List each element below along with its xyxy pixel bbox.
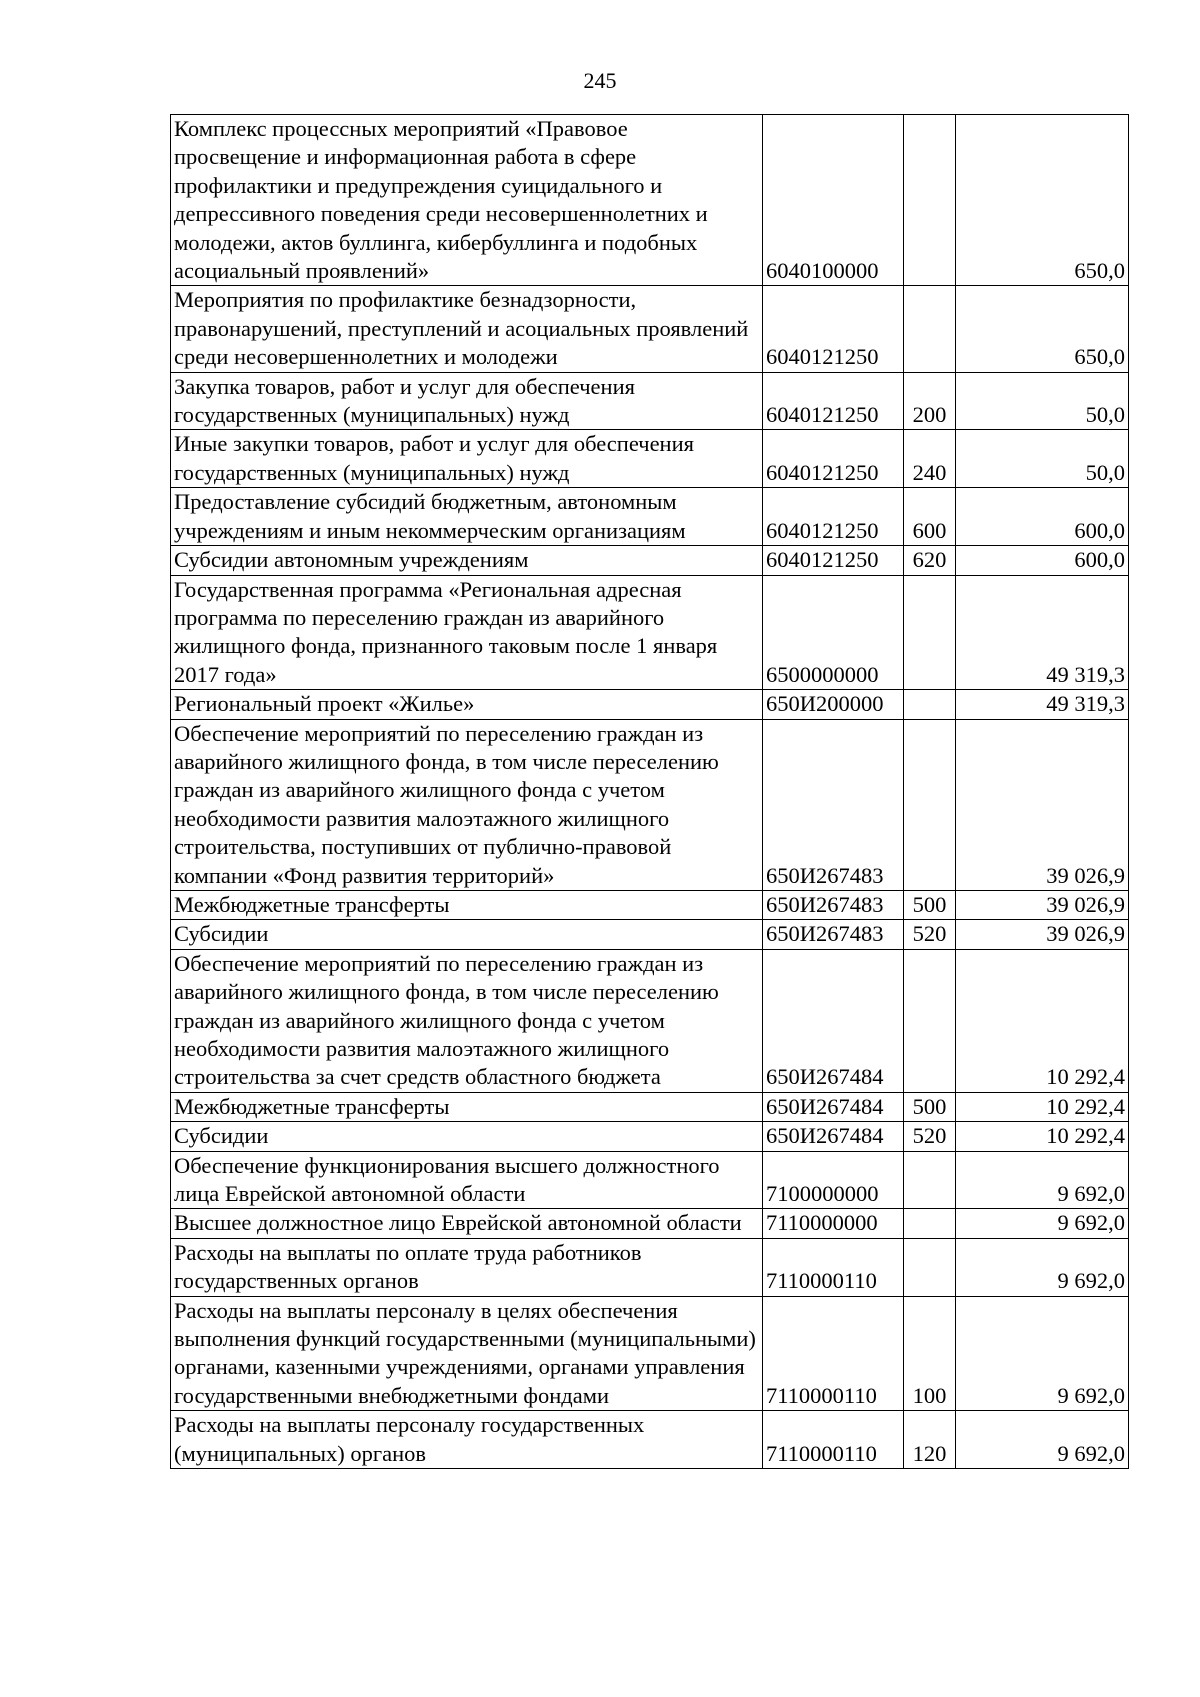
row-amount: 10 292,4 — [956, 1092, 1129, 1121]
row-expense-type: 100 — [904, 1296, 956, 1411]
row-amount: 39 026,9 — [956, 719, 1129, 890]
row-expense-type: 120 — [904, 1411, 956, 1469]
row-target-code: 6040121250 — [763, 372, 904, 430]
row-amount: 49 319,3 — [956, 690, 1129, 719]
row-target-code: 7110000110 — [763, 1411, 904, 1469]
row-target-code: 7100000000 — [763, 1151, 904, 1209]
row-target-code: 6040121250 — [763, 286, 904, 372]
row-expense-type — [904, 115, 956, 286]
table-row — [171, 1209, 1129, 1238]
row-target-code: 650И267483 — [763, 719, 904, 890]
row-target-code: 7110000000 — [763, 1209, 904, 1238]
row-expense-type — [904, 1209, 956, 1238]
row-amount: 650,0 — [956, 286, 1129, 372]
row-amount: 9 692,0 — [956, 1238, 1129, 1296]
row-amount: 39 026,9 — [956, 920, 1129, 949]
row-expense-type — [904, 1238, 956, 1296]
table-row — [171, 546, 1129, 575]
row-amount: 650,0 — [956, 115, 1129, 286]
row-target-code: 650И200000 — [763, 690, 904, 719]
table-row — [171, 690, 1129, 719]
table-row — [171, 1122, 1129, 1151]
row-amount: 10 292,4 — [956, 1122, 1129, 1151]
row-target-code: 6040100000 — [763, 115, 904, 286]
row-name: Расходы на выплаты персоналу государственных (муниципальных) органов — [171, 1411, 763, 1469]
row-name: Субсидии автономным учреждениям — [171, 546, 763, 575]
table-row — [171, 286, 1129, 372]
table-row — [171, 1238, 1129, 1296]
row-name: Предоставление субсидий бюджетным, автономным учреждениям и иным некоммерческим организациям — [171, 488, 763, 546]
table-row — [171, 949, 1129, 1092]
row-name: Обеспечение мероприятий по переселению граждан из аварийного жилищного фонда, в том числе переселению граждан из аварийного жилищного фонда с учетом необходимости развития малоэтажного жилищного строительства за счет средств областного бюджета — [171, 949, 763, 1092]
row-name: Расходы на выплаты персоналу в целях обеспечения выполнения функций государственными (муниципальными) органами, казенными учреждениями, органами управления государственными внебюджетными фондами — [171, 1296, 763, 1411]
row-name: Расходы на выплаты по оплате труда работников государственных органов — [171, 1238, 763, 1296]
row-expense-type — [904, 286, 956, 372]
row-expense-type — [904, 949, 956, 1092]
row-expense-type: 520 — [904, 1122, 956, 1151]
row-expense-type — [904, 719, 956, 890]
table-row — [171, 920, 1129, 949]
row-expense-type — [904, 575, 956, 690]
row-name: Государственная программа «Региональная адресная программа по переселению граждан из аварийного жилищного фонда, признанного таковым после 1 января 2017 года» — [171, 575, 763, 690]
row-amount: 9 692,0 — [956, 1209, 1129, 1238]
row-target-code: 650И267483 — [763, 920, 904, 949]
row-name: Региональный проект «Жилье» — [171, 690, 763, 719]
row-expense-type: 240 — [904, 430, 956, 488]
row-amount: 600,0 — [956, 488, 1129, 546]
row-expense-type: 500 — [904, 1092, 956, 1121]
row-target-code: 650И267484 — [763, 949, 904, 1092]
row-name: Субсидии — [171, 920, 763, 949]
table-row — [171, 1411, 1129, 1469]
table-row — [171, 430, 1129, 488]
table-row — [171, 719, 1129, 890]
row-name: Межбюджетные трансферты — [171, 1092, 763, 1121]
table-row — [171, 575, 1129, 690]
row-name: Закупка товаров, работ и услуг для обеспечения государственных (муниципальных) нужд — [171, 372, 763, 430]
table-row — [171, 115, 1129, 286]
row-expense-type: 600 — [904, 488, 956, 546]
row-expense-type — [904, 690, 956, 719]
row-target-code: 6040121250 — [763, 488, 904, 546]
row-target-code: 7110000110 — [763, 1238, 904, 1296]
row-name: Иные закупки товаров, работ и услуг для обеспечения государственных (муниципальных) нужд — [171, 430, 763, 488]
row-name: Обеспечение мероприятий по переселению граждан из аварийного жилищного фонда, в том числе переселению граждан из аварийного жилищного фонда с учетом необходимости развития малоэтажного жилищного строительства, поступивших от публично-правовой компании «Фонд развития территорий» — [171, 719, 763, 890]
row-target-code: 650И267484 — [763, 1092, 904, 1121]
row-name: Межбюджетные трансферты — [171, 890, 763, 919]
row-expense-type: 500 — [904, 890, 956, 919]
row-target-code: 7110000110 — [763, 1296, 904, 1411]
table-row — [171, 1296, 1129, 1411]
row-amount: 50,0 — [956, 430, 1129, 488]
row-name: Комплекс процессных мероприятий «Правовое просвещение и информационная работа в сфере профилактики и предупреждения суицидального и депрессивного поведения среди несовершеннолетних и молодежи, актов буллинга, кибербуллинга и подобных асоциальный проявлений» — [171, 115, 763, 286]
row-name: Мероприятия по профилактике безнадзорности, правонарушений, преступлений и асоциальных проявлений среди несовершеннолетних и молодежи — [171, 286, 763, 372]
row-amount: 9 692,0 — [956, 1151, 1129, 1209]
row-amount: 10 292,4 — [956, 949, 1129, 1092]
row-expense-type: 520 — [904, 920, 956, 949]
row-expense-type: 620 — [904, 546, 956, 575]
budget-table — [170, 114, 1129, 1469]
row-target-code: 6500000000 — [763, 575, 904, 690]
row-amount: 50,0 — [956, 372, 1129, 430]
row-target-code: 6040121250 — [763, 430, 904, 488]
row-name: Высшее должностное лицо Еврейской автономной области — [171, 1209, 763, 1238]
row-name: Обеспечение функционирования высшего должностного лица Еврейской автономной области — [171, 1151, 763, 1209]
row-expense-type: 200 — [904, 372, 956, 430]
table-row — [171, 1092, 1129, 1121]
row-target-code: 6040121250 — [763, 546, 904, 575]
table-row — [171, 372, 1129, 430]
table-row — [171, 488, 1129, 546]
row-amount: 9 692,0 — [956, 1411, 1129, 1469]
row-expense-type — [904, 1151, 956, 1209]
row-amount: 39 026,9 — [956, 890, 1129, 919]
table-row — [171, 1151, 1129, 1209]
row-amount: 49 319,3 — [956, 575, 1129, 690]
row-amount: 9 692,0 — [956, 1296, 1129, 1411]
table-row — [171, 890, 1129, 919]
row-target-code: 650И267484 — [763, 1122, 904, 1151]
row-name: Субсидии — [171, 1122, 763, 1151]
page-number: 245 — [583, 68, 617, 93]
row-amount: 600,0 — [956, 546, 1129, 575]
row-target-code: 650И267483 — [763, 890, 904, 919]
